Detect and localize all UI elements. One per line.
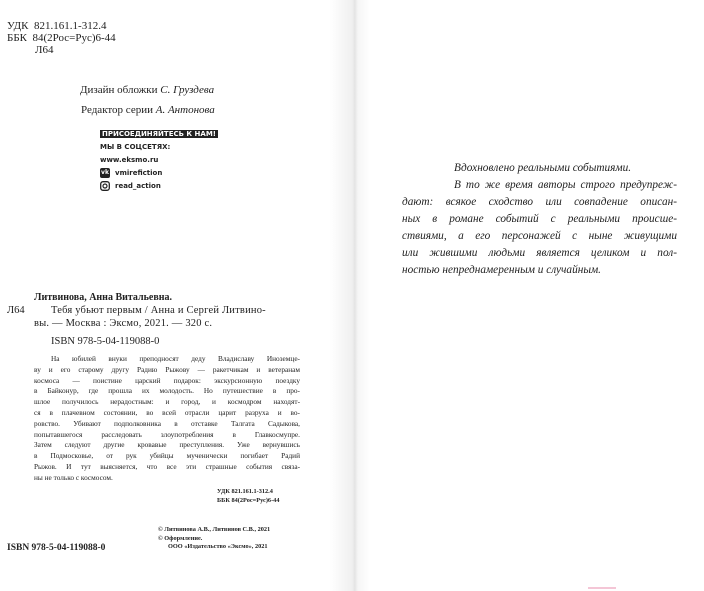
annotation-line: в Подмосковье, от рук убийцы мученически погибает Радий — [34, 451, 300, 461]
editor-credit — [81, 104, 215, 116]
catalog-isbn: ISBN 978-5-04-119088-0 — [51, 336, 160, 347]
annotation-line: ву и его старому другу Радию Рыжову — ракетчикам и ветеранам — [34, 364, 300, 374]
bbk-value: 84(2Рос=Рус)6-44 — [32, 32, 116, 44]
copyright-line: ООО «Издательство «Эксмо», 2021 — [168, 543, 268, 550]
annotation-line: шлое получилось нерадостным: и город, и космодром находят- — [34, 397, 300, 407]
disclaimer-line: ных в романе событий с реальными происше- — [402, 213, 677, 225]
catalog-author: Литвинова, Анна Витальевна. — [34, 292, 172, 303]
copyright-line: © Оформление. — [158, 534, 203, 542]
book-spine-shadow — [330, 0, 370, 591]
cover-name: С. Груздева — [160, 84, 215, 96]
annotation-line: Затем следуют другие кровавые преступления. Уже вернувшись — [34, 440, 300, 450]
annotation-line: космоса — поистине царский подарок: экскурсионную поездку — [34, 375, 300, 385]
vk-icon: vk — [101, 169, 109, 176]
udk-value: 821.161.1-312.4 — [34, 20, 107, 32]
annotation-line: На юбилей внуки преподносят деду Владиславу Иноземце- — [51, 354, 300, 363]
catalog-bbk: ББК 84(2Рос=Рус)6-44 — [217, 496, 280, 504]
catalog-title — [34, 304, 266, 330]
disclaimer-line: дают: всякое сходство или совпадение описан- — [402, 196, 677, 208]
join-badge: ПРИСОЕДИНЯЙТЕСЬ К НАМ! — [102, 130, 216, 138]
editor-label: Редактор серии — [81, 104, 153, 116]
disclaimer-line: ствиями, а его персонажей с ныне живущими — [402, 230, 677, 242]
website-link[interactable]: www.eksmo.ru — [100, 156, 159, 164]
classification-block — [7, 20, 116, 56]
copyright-block — [158, 526, 270, 552]
disclaimer-line: ностью непреднамеренным и случайным. — [402, 264, 602, 276]
copyright-line: © Литвинова А.В., Литвинов С.В., 2021 — [158, 526, 271, 533]
title-line: Тебя убьют первым / Анна и Сергей Литвино- — [51, 305, 266, 316]
catalog-mark: Л64 — [7, 305, 25, 316]
annotation-line: в Байконур, где прошла их молодость. Но путешествие в про- — [34, 386, 300, 396]
cover-credit — [80, 84, 214, 96]
editor-name: А. Антонова — [155, 104, 215, 116]
annotation-line: ны не только с космосом. — [34, 472, 113, 482]
instagram-handle: read_action — [115, 182, 161, 190]
instagram-link[interactable] — [100, 180, 218, 193]
disclaimer — [402, 160, 677, 279]
catalog-codes — [217, 488, 279, 505]
instagram-icon — [100, 181, 110, 191]
disclaimer-line: Вдохновлено реальными событиями. — [454, 162, 632, 174]
author-mark: Л64 — [35, 44, 54, 56]
annotation-line: попытавшегося расследовать злоупотребления в Главкосмупре. — [34, 429, 300, 439]
disclaimer-line: В то же время авторы строго предупреж- — [454, 179, 677, 191]
annotation — [34, 354, 300, 484]
vk-handle: vmirefiction — [115, 169, 163, 177]
annotation-line: Рыжов. И тут выясняется, что все эти страшные события связа- — [34, 461, 300, 471]
social-block — [100, 128, 218, 193]
social-heading: МЫ В СОЦСЕТЯХ: — [100, 143, 171, 151]
cover-label: Дизайн обложки — [80, 84, 158, 96]
title-line: вы. — Москва : Эксмо, 2021. — 320 с. — [34, 318, 213, 329]
bbk-label: ББК — [7, 32, 27, 44]
annotation-line: ся в плачевном состоянии, во всей отрасли царит разруха и во- — [34, 407, 300, 417]
udk-label: УДК — [7, 20, 29, 32]
right-page — [352, 0, 704, 591]
catalog-udk: УДК 821.161.1-312.4 — [217, 488, 273, 495]
annotation-line: ровство. Убивают подполковника в отставке Талгата Садыкова, — [34, 418, 300, 428]
page-edge-mark — [588, 587, 616, 589]
disclaimer-line: или жившими людьми является целиком и пол- — [402, 247, 677, 259]
footer-isbn: ISBN 978-5-04-119088-0 — [7, 543, 106, 553]
vk-link[interactable] — [100, 167, 218, 180]
